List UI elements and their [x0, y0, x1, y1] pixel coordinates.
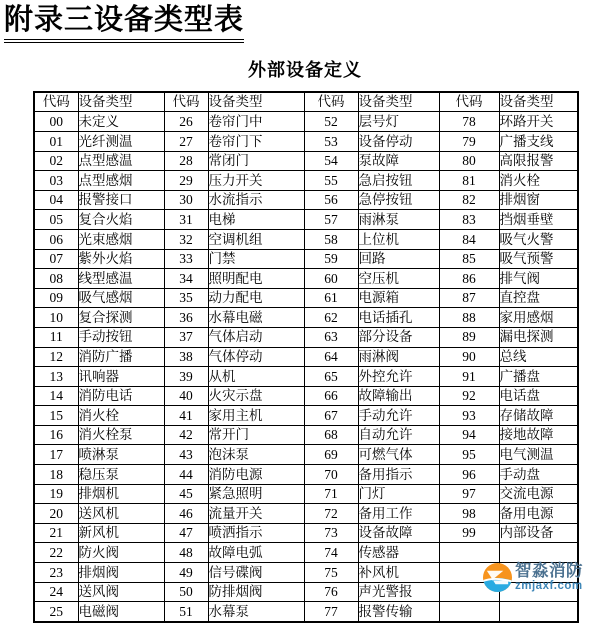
type-cell: 电气测温 — [499, 445, 578, 465]
code-cell: 68 — [304, 425, 358, 445]
table-row — [34, 210, 578, 230]
table-row — [34, 288, 578, 308]
type-cell: 新风机 — [78, 523, 164, 543]
code-cell: 51 — [164, 602, 208, 622]
code-cell: 15 — [34, 406, 78, 426]
code-cell: 53 — [304, 131, 358, 151]
code-cell: 23 — [34, 563, 78, 583]
code-cell: 99 — [439, 523, 499, 543]
code-cell — [439, 543, 499, 563]
type-cell: 补风机 — [358, 563, 439, 583]
type-cell: 紫外火焰 — [78, 249, 164, 269]
type-cell: 上位机 — [358, 229, 439, 249]
type-cell: 消防广播 — [78, 347, 164, 367]
code-cell: 34 — [164, 269, 208, 289]
type-cell: 自动允许 — [358, 425, 439, 445]
code-cell: 26 — [164, 112, 208, 132]
code-cell: 43 — [164, 445, 208, 465]
type-cell: 消防电源 — [208, 465, 304, 485]
type-cell: 总线 — [499, 347, 578, 367]
type-cell: 紧急照明 — [208, 484, 304, 504]
type-cell: 雨淋阀 — [358, 347, 439, 367]
type-cell: 吸气预警 — [499, 249, 578, 269]
table-row — [34, 131, 578, 151]
code-cell: 05 — [34, 210, 78, 230]
code-cell: 49 — [164, 563, 208, 583]
code-cell: 36 — [164, 308, 208, 328]
code-cell: 13 — [34, 367, 78, 387]
type-cell: 设备停动 — [358, 131, 439, 151]
table-row — [34, 504, 578, 524]
type-cell: 手动按钮 — [78, 327, 164, 347]
code-cell: 77 — [304, 602, 358, 622]
code-cell: 89 — [439, 327, 499, 347]
code-cell: 66 — [304, 386, 358, 406]
code-cell: 52 — [304, 112, 358, 132]
type-cell: 压力开关 — [208, 171, 304, 191]
code-cell: 79 — [439, 131, 499, 151]
type-cell: 喷洒指示 — [208, 523, 304, 543]
type-cell — [499, 602, 578, 622]
code-cell: 86 — [439, 269, 499, 289]
header-cell-type: 设备类型 — [78, 92, 164, 112]
code-cell: 76 — [304, 582, 358, 602]
code-cell: 70 — [304, 465, 358, 485]
type-cell: 手动允许 — [358, 406, 439, 426]
type-cell: 排气阀 — [499, 269, 578, 289]
type-cell: 照明配电 — [208, 269, 304, 289]
code-cell: 20 — [34, 504, 78, 524]
type-cell: 家用感烟 — [499, 308, 578, 328]
type-cell: 故障电弧 — [208, 543, 304, 563]
table-row — [34, 523, 578, 543]
type-cell: 泵故障 — [358, 151, 439, 171]
code-cell: 00 — [34, 112, 78, 132]
type-cell: 气体停动 — [208, 347, 304, 367]
type-cell: 挡烟垂壁 — [499, 210, 578, 230]
type-cell: 气体启动 — [208, 327, 304, 347]
type-cell: 家用主机 — [208, 406, 304, 426]
watermark-name: 智淼消防 — [515, 562, 583, 580]
header-cell-code: 代码 — [34, 92, 78, 112]
type-cell: 广播支线 — [499, 131, 578, 151]
table-row — [34, 367, 578, 387]
type-cell: 复合火焰 — [78, 210, 164, 230]
code-cell: 95 — [439, 445, 499, 465]
code-cell: 92 — [439, 386, 499, 406]
code-cell: 83 — [439, 210, 499, 230]
code-cell: 04 — [34, 190, 78, 210]
code-cell: 27 — [164, 131, 208, 151]
code-cell: 29 — [164, 171, 208, 191]
table-row — [34, 112, 578, 132]
watermark — [482, 562, 583, 593]
code-cell — [439, 602, 499, 622]
type-cell: 从机 — [208, 367, 304, 387]
type-cell: 送风机 — [78, 504, 164, 524]
code-cell: 82 — [439, 190, 499, 210]
code-cell: 35 — [164, 288, 208, 308]
type-cell: 线型感温 — [78, 269, 164, 289]
type-cell: 喷淋泵 — [78, 445, 164, 465]
page-title: 附录三设备类型表 — [4, 3, 244, 43]
type-cell: 排烟阀 — [78, 563, 164, 583]
type-cell: 排烟机 — [78, 484, 164, 504]
code-cell: 42 — [164, 425, 208, 445]
header-cell-code: 代码 — [304, 92, 358, 112]
code-cell: 07 — [34, 249, 78, 269]
table-row — [34, 484, 578, 504]
type-cell: 电话盘 — [499, 386, 578, 406]
code-cell: 98 — [439, 504, 499, 524]
code-cell: 91 — [439, 367, 499, 387]
table-body — [34, 112, 578, 622]
type-cell: 稳压泵 — [78, 465, 164, 485]
type-cell: 传感器 — [358, 543, 439, 563]
code-cell: 56 — [304, 190, 358, 210]
device-type-table — [33, 91, 579, 623]
code-cell: 40 — [164, 386, 208, 406]
type-cell: 常闭门 — [208, 151, 304, 171]
type-cell: 光纤测温 — [78, 131, 164, 151]
table-row — [34, 386, 578, 406]
code-cell: 28 — [164, 151, 208, 171]
type-cell: 流量开关 — [208, 504, 304, 524]
code-cell: 80 — [439, 151, 499, 171]
type-cell: 电源箱 — [358, 288, 439, 308]
code-cell: 30 — [164, 190, 208, 210]
type-cell: 卷帘门中 — [208, 112, 304, 132]
code-cell: 87 — [439, 288, 499, 308]
code-cell: 97 — [439, 484, 499, 504]
type-cell: 备用电源 — [499, 504, 578, 524]
header-cell-code: 代码 — [164, 92, 208, 112]
type-cell: 可燃气体 — [358, 445, 439, 465]
code-cell: 41 — [164, 406, 208, 426]
type-cell: 常开门 — [208, 425, 304, 445]
type-cell: 动力配电 — [208, 288, 304, 308]
type-cell: 声光警报 — [358, 582, 439, 602]
type-cell: 设备故障 — [358, 523, 439, 543]
type-cell: 点型感温 — [78, 151, 164, 171]
table-row — [34, 249, 578, 269]
type-cell: 防排烟阀 — [208, 582, 304, 602]
code-cell: 24 — [34, 582, 78, 602]
type-cell: 消火栓泵 — [78, 425, 164, 445]
type-cell: 电磁阀 — [78, 602, 164, 622]
type-cell: 火灾示盘 — [208, 386, 304, 406]
code-cell: 85 — [439, 249, 499, 269]
code-cell: 64 — [304, 347, 358, 367]
code-cell: 55 — [304, 171, 358, 191]
table-row — [34, 602, 578, 622]
table-row — [34, 445, 578, 465]
code-cell: 01 — [34, 131, 78, 151]
code-cell: 93 — [439, 406, 499, 426]
type-cell: 直控盘 — [499, 288, 578, 308]
table-row — [34, 543, 578, 563]
code-cell: 39 — [164, 367, 208, 387]
type-cell: 讯响器 — [78, 367, 164, 387]
header-cell-type: 设备类型 — [358, 92, 439, 112]
code-cell: 61 — [304, 288, 358, 308]
type-cell: 门禁 — [208, 249, 304, 269]
type-cell: 外控允许 — [358, 367, 439, 387]
code-cell: 16 — [34, 425, 78, 445]
watermark-url: zmjaxf.com — [515, 579, 583, 592]
table-row — [34, 151, 578, 171]
code-cell: 10 — [34, 308, 78, 328]
type-cell: 泡沫泵 — [208, 445, 304, 465]
code-cell: 57 — [304, 210, 358, 230]
table-row — [34, 171, 578, 191]
code-cell: 54 — [304, 151, 358, 171]
code-cell: 32 — [164, 229, 208, 249]
type-cell: 吸气感烟 — [78, 288, 164, 308]
code-cell: 69 — [304, 445, 358, 465]
type-cell: 门灯 — [358, 484, 439, 504]
type-cell: 漏电探测 — [499, 327, 578, 347]
code-cell: 67 — [304, 406, 358, 426]
type-cell: 空压机 — [358, 269, 439, 289]
type-cell: 电话插孔 — [358, 308, 439, 328]
code-cell: 19 — [34, 484, 78, 504]
type-cell: 水幕电磁 — [208, 308, 304, 328]
type-cell: 急启按钮 — [358, 171, 439, 191]
code-cell: 22 — [34, 543, 78, 563]
code-cell: 37 — [164, 327, 208, 347]
type-cell: 光束感烟 — [78, 229, 164, 249]
table-header — [34, 92, 578, 112]
type-cell: 回路 — [358, 249, 439, 269]
code-cell: 90 — [439, 347, 499, 367]
type-cell: 故障输出 — [358, 386, 439, 406]
table-row — [34, 269, 578, 289]
code-cell: 08 — [34, 269, 78, 289]
type-cell: 部分设备 — [358, 327, 439, 347]
type-cell: 复合探测 — [78, 308, 164, 328]
type-cell: 水流指示 — [208, 190, 304, 210]
code-cell: 47 — [164, 523, 208, 543]
code-cell: 50 — [164, 582, 208, 602]
table-row — [34, 190, 578, 210]
code-cell: 78 — [439, 112, 499, 132]
type-cell: 消火栓 — [499, 171, 578, 191]
table-title: 外部设备定义 — [248, 59, 362, 80]
type-cell: 水幕泵 — [208, 602, 304, 622]
table-row — [34, 425, 578, 445]
code-cell: 09 — [34, 288, 78, 308]
code-cell: 06 — [34, 229, 78, 249]
code-cell: 60 — [304, 269, 358, 289]
code-cell: 25 — [34, 602, 78, 622]
code-cell: 45 — [164, 484, 208, 504]
code-cell: 73 — [304, 523, 358, 543]
header-cell-type: 设备类型 — [499, 92, 578, 112]
type-cell: 高限报警 — [499, 151, 578, 171]
code-cell: 33 — [164, 249, 208, 269]
type-cell: 防火阀 — [78, 543, 164, 563]
code-cell: 59 — [304, 249, 358, 269]
code-cell: 71 — [304, 484, 358, 504]
code-cell: 96 — [439, 465, 499, 485]
type-cell: 备用指示 — [358, 465, 439, 485]
code-cell: 12 — [34, 347, 78, 367]
code-cell: 48 — [164, 543, 208, 563]
type-cell: 电梯 — [208, 210, 304, 230]
table-row — [34, 327, 578, 347]
code-cell: 94 — [439, 425, 499, 445]
type-cell: 报警传输 — [358, 602, 439, 622]
code-cell: 21 — [34, 523, 78, 543]
table-section — [33, 56, 577, 623]
code-cell: 75 — [304, 563, 358, 583]
code-cell: 03 — [34, 171, 78, 191]
table-row — [34, 308, 578, 328]
type-cell: 卷帘门下 — [208, 131, 304, 151]
code-cell: 38 — [164, 347, 208, 367]
type-cell: 广播盘 — [499, 367, 578, 387]
type-cell: 送风阀 — [78, 582, 164, 602]
type-cell: 消防电话 — [78, 386, 164, 406]
type-cell: 手动盘 — [499, 465, 578, 485]
type-cell: 环路开关 — [499, 112, 578, 132]
code-cell: 17 — [34, 445, 78, 465]
type-cell: 存储故障 — [499, 406, 578, 426]
code-cell: 72 — [304, 504, 358, 524]
type-cell: 报警接口 — [78, 190, 164, 210]
code-cell: 62 — [304, 308, 358, 328]
code-cell: 63 — [304, 327, 358, 347]
header-cell-type: 设备类型 — [208, 92, 304, 112]
code-cell: 74 — [304, 543, 358, 563]
table-row — [34, 229, 578, 249]
type-cell: 交流电源 — [499, 484, 578, 504]
zhimiao-logo-icon — [482, 562, 513, 593]
type-cell: 内部设备 — [499, 523, 578, 543]
code-cell: 02 — [34, 151, 78, 171]
type-cell — [499, 543, 578, 563]
type-cell: 急停按钮 — [358, 190, 439, 210]
code-cell: 11 — [34, 327, 78, 347]
table-row — [34, 465, 578, 485]
code-cell: 31 — [164, 210, 208, 230]
type-cell: 点型感烟 — [78, 171, 164, 191]
type-cell: 吸气火警 — [499, 229, 578, 249]
type-cell: 雨淋泵 — [358, 210, 439, 230]
code-cell: 14 — [34, 386, 78, 406]
type-cell: 未定义 — [78, 112, 164, 132]
type-cell: 接地故障 — [499, 425, 578, 445]
code-cell: 18 — [34, 465, 78, 485]
table-row — [34, 406, 578, 426]
type-cell: 空调机组 — [208, 229, 304, 249]
type-cell: 信号碟阀 — [208, 563, 304, 583]
type-cell: 消火栓 — [78, 406, 164, 426]
code-cell: 44 — [164, 465, 208, 485]
code-cell: 84 — [439, 229, 499, 249]
header-row — [34, 92, 578, 112]
type-cell: 排烟窗 — [499, 190, 578, 210]
code-cell: 58 — [304, 229, 358, 249]
code-cell: 46 — [164, 504, 208, 524]
header-cell-code: 代码 — [439, 92, 499, 112]
code-cell: 88 — [439, 308, 499, 328]
table-row — [34, 347, 578, 367]
code-cell: 65 — [304, 367, 358, 387]
watermark-text — [515, 563, 583, 592]
type-cell: 备用工作 — [358, 504, 439, 524]
type-cell: 层号灯 — [358, 112, 439, 132]
code-cell: 81 — [439, 171, 499, 191]
